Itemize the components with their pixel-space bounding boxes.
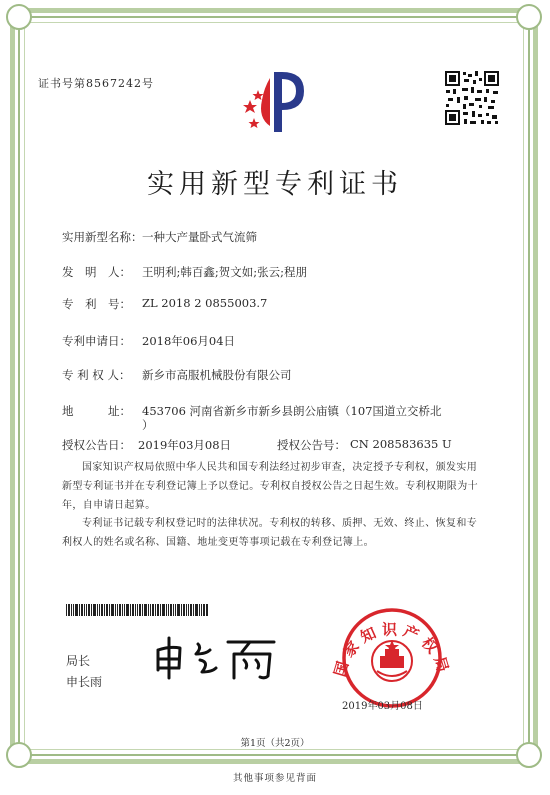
patent-office-logo-icon: [240, 66, 312, 138]
barcode-icon: [66, 604, 208, 616]
signatory-title: 局长: [66, 654, 91, 668]
seal-text: 国家知识产权局: [330, 620, 454, 679]
field-patentee-value: 新乡市高服机械股份有限公司: [142, 368, 292, 382]
field-inventor-value: 王明利;韩百鑫;贺文如;张云;程朋: [142, 265, 307, 279]
certificate-number: 证书号第8567242号: [38, 77, 154, 90]
field-address-value-line2: ）: [142, 418, 154, 432]
paragraph-1-line-3: 年，自申请日起算。: [62, 500, 156, 511]
certificate-title: 实用新型专利证书: [147, 169, 403, 200]
official-seal: [326, 606, 458, 710]
field-patent-number-value: ZL 2018 2 0855003.7: [142, 296, 268, 310]
field-filing-date-label: 专利申请日：: [62, 334, 131, 348]
field-name-label: 实用新型名称：: [62, 230, 143, 244]
paragraph-1-line-1: 国家知识产权局依照中华人民共和国专利法经过初步审查，决定授予专利权，颁发实用: [82, 462, 478, 473]
seal-date: 2019年03月08日: [342, 701, 423, 712]
field-patent-number-label: 专 利 号：: [62, 297, 131, 311]
field-address-value-line1: 453706 河南省新乡市新乡县朗公庙镇（107国道立交桥北: [142, 404, 442, 418]
body-paragraph-2: [62, 514, 494, 552]
field-announce-date-value: 2019年03月08日: [138, 438, 232, 452]
corner-ornament-top-right: [516, 4, 542, 30]
field-inventor-label: 发 明 人：: [62, 265, 131, 279]
paragraph-2-line-2: 利权人的姓名或名称、国籍、地址变更等事项记载在专利登记簿上。: [62, 537, 374, 548]
signatory-name: 申长雨: [66, 675, 103, 689]
field-address-label: 地 址：: [62, 404, 131, 418]
qr-code-icon: [444, 70, 500, 126]
field-announce-number-label: 授权公告号：: [277, 438, 346, 452]
body-paragraph-1: [62, 458, 494, 515]
page-indicator: 第1页（共2页）: [240, 738, 310, 749]
corner-ornament-top-left: [6, 4, 32, 30]
field-patentee-label: 专 利 权 人：: [62, 368, 131, 382]
handwritten-signature: [150, 632, 280, 682]
field-name-value: 一种大产量卧式气流筛: [142, 230, 257, 244]
paragraph-2-line-1: 专利证书记载专利权登记时的法律状况。专利权的转移、质押、无效、终止、恢复和专: [82, 518, 478, 529]
footer-note: 其他事项参见背面: [232, 773, 317, 784]
field-announce-date-label: 授权公告日：: [62, 438, 131, 452]
field-filing-date-value: 2018年06月04日: [142, 334, 236, 348]
paragraph-1-line-2: 新型专利证书并在专利登记簿上予以登记。专利权自授权公告之日起生效。专利权期限为十: [62, 481, 478, 492]
field-announce-number-value: CN 208583635 U: [350, 437, 452, 451]
